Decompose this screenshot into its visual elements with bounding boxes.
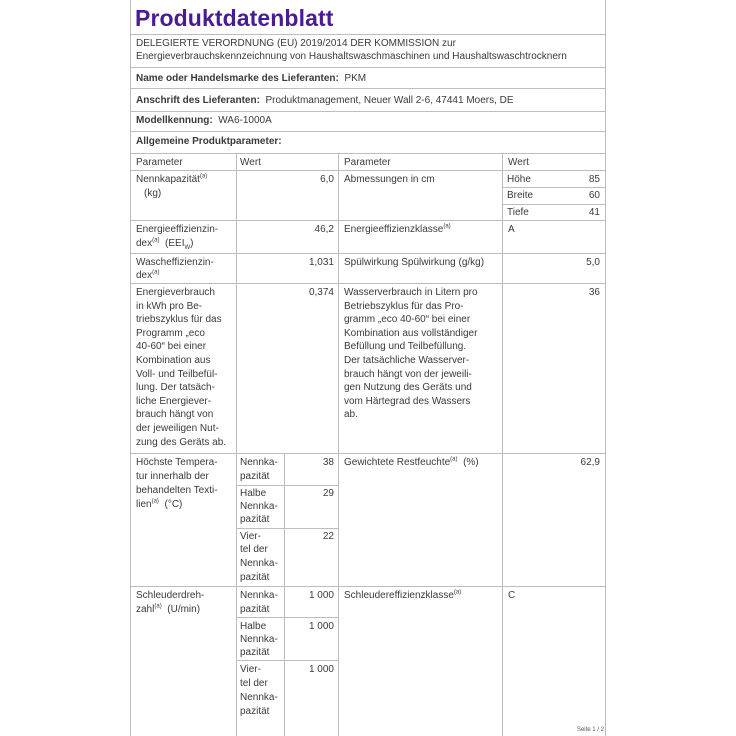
dimension-width-label: Breite (507, 190, 534, 201)
spin-class-label: Schleudereffizienzklasse$^{(a)}$ (344, 589, 462, 601)
energy-consumption-line-1: Energieverbrauch (136, 287, 215, 298)
residual-moisture-label: Gewichtete Restfeuchte$^{(a)}$ (%) (344, 456, 479, 468)
model-value: WA6-1000A (218, 115, 272, 126)
water-consumption-line-6: Der tatsächliche Wasserver- (344, 355, 470, 366)
water-consumption-line-7: brauch hängt von der jeweili- (344, 368, 472, 380)
energy-consumption-line-4: Programm „eco (136, 327, 205, 339)
col-header-parameter-2: Parameter (344, 157, 391, 168)
water-consumption-line-9: vom Härtegrad des Wassers (344, 395, 471, 407)
wash-eff-label-line-1: Wascheffizienzin- (136, 257, 214, 268)
energy-consumption-line-2: in kWh pro Be- (136, 300, 203, 312)
regulation-line-2: Energieverbrauchskennzeichnung von Haushaltswaschmaschinen und Haushaltswaschtrocknern (136, 51, 567, 62)
energy-consumption-line-7: Voll- und Teilbefül- (136, 368, 218, 380)
eei-label-line-2: dex$^{(a)}$ $(EEI_W)$ (136, 237, 194, 251)
page-number: Seite 1 / 2 (576, 727, 604, 733)
eei-label-line-1: Energieeffizienzin- (136, 224, 219, 235)
water-consumption-line-10: ab. (344, 409, 358, 421)
col-header-value-2: Wert (508, 157, 529, 168)
water-consumption-line-1: Wasserverbrauch in Litern pro (344, 287, 478, 298)
wash-eff-value: 1,031 (308, 257, 334, 268)
energy-consumption-line-11: der jeweiligen Nut- (136, 423, 219, 434)
eei-value: 46,2 (314, 224, 334, 235)
dimensions-label: Abmessungen in cm (344, 174, 435, 185)
col-header-value: Wert (240, 157, 261, 168)
dimension-depth-value: 41 (588, 207, 600, 218)
col-header-parameter: Parameter (136, 157, 183, 168)
rated-capacity-value: 6,0 (320, 174, 334, 185)
supplier-name-row (136, 72, 366, 86)
water-consumption-line-8: gen Nutzung des Geräts und (344, 382, 472, 394)
supplier-address-row (136, 94, 514, 108)
model-row (136, 114, 272, 128)
spin-half-label: Halbe (240, 621, 267, 632)
spin-rated-value: 1 000 (308, 590, 334, 601)
temp-rated-value: 38 (322, 457, 334, 468)
energy-consumption-line-5: 40-60“ bei einer (136, 341, 207, 353)
supplier-name-value: PKM (344, 73, 367, 84)
spin-class-value: C (508, 590, 516, 601)
general-params-heading: Allgemeine Produktparameter: (136, 136, 282, 147)
rated-capacity-unit: (kg) (144, 188, 162, 199)
temp-quarter-value: 22 (322, 531, 334, 542)
max-temp-label-4: lien$^{(a)}$ (°C) (136, 498, 183, 510)
rated-capacity-label: Nennkapazität$^{(a)}$ (136, 173, 208, 185)
spin-quarter-value: 1 000 (308, 664, 334, 675)
regulation-line-1: DELEGIERTE VERORDNUNG (EU) 2019/2014 DER KOMMISSION zur (136, 38, 456, 49)
water-consumption-value: 36 (588, 287, 600, 298)
max-temp-label-2: tur innerhalb der (136, 471, 209, 482)
energy-consumption-line-9: liche Energiever- (136, 395, 212, 407)
supplier-name-label: Name oder Handelsmarke des Lieferanten: (136, 73, 339, 84)
temp-quarter-label: Vier- (240, 531, 261, 542)
energy-consumption-line-3: triebszyklus für das (136, 314, 222, 326)
supplier-address-label: Anschrift des Lieferanten: (136, 95, 260, 106)
dimension-height-label: Höhe (507, 174, 531, 185)
residual-moisture-value: 62,9 (580, 457, 600, 468)
dimension-height-value: 85 (588, 174, 600, 185)
max-temp-label-3: behandelten Texti- (136, 485, 218, 496)
dimension-depth-label: Tiefe (507, 207, 529, 218)
energy-class-value: A (508, 224, 515, 235)
wash-eff-label-line-2: dex$^{(a)}$ (136, 269, 160, 281)
water-consumption-line-3: gramm „eco 40-60“ bei einer (344, 314, 471, 326)
energy-class-label: Energieeffizienzklasse$^{(a)}$ (344, 223, 451, 235)
spin-speed-label-2: zahl$^{(a)}$ (U/min) (136, 603, 201, 615)
max-temp-label-1: Höchste Tempera- (136, 457, 218, 468)
spin-rated-label: Nennka- (240, 590, 278, 601)
temp-half-label: Halbe (240, 488, 267, 499)
spin-quarter-label: Vier- (240, 664, 261, 675)
energy-consumption-line-6: Kombination aus (136, 355, 211, 366)
temp-rated-label: Nennka- (240, 457, 278, 468)
model-label: Modellkennung: (136, 115, 213, 126)
water-consumption-line-5: Befüllung und Teilbefüllung. (344, 341, 467, 353)
spin-speed-label-1: Schleuderdreh- (136, 590, 205, 601)
page-title: Produktdatenblatt (135, 5, 334, 31)
water-consumption-line-4: Kombination aus vollständiger (344, 327, 478, 339)
water-consumption-line-2: Betriebszyklus für das Pro- (344, 300, 464, 312)
temp-half-value: 29 (322, 488, 334, 499)
energy-consumption-line-8: lung. Der tatsäch- (136, 382, 215, 394)
spin-half-value: 1 000 (308, 621, 334, 632)
rinse-value: 5,0 (586, 257, 600, 268)
energy-consumption-line-10: brauch hängt von (136, 409, 214, 421)
dimension-width-value: 60 (588, 190, 600, 201)
energy-consumption-value: 0,374 (308, 287, 334, 298)
energy-consumption-line-12: zung des Geräts ab. (136, 436, 227, 448)
rinse-label: Spülwirkung Spülwirkung (g/kg) (344, 257, 485, 268)
supplier-address-value: Produktmanagement, Neuer Wall 2-6, 47441 Moers, DE (265, 95, 514, 106)
